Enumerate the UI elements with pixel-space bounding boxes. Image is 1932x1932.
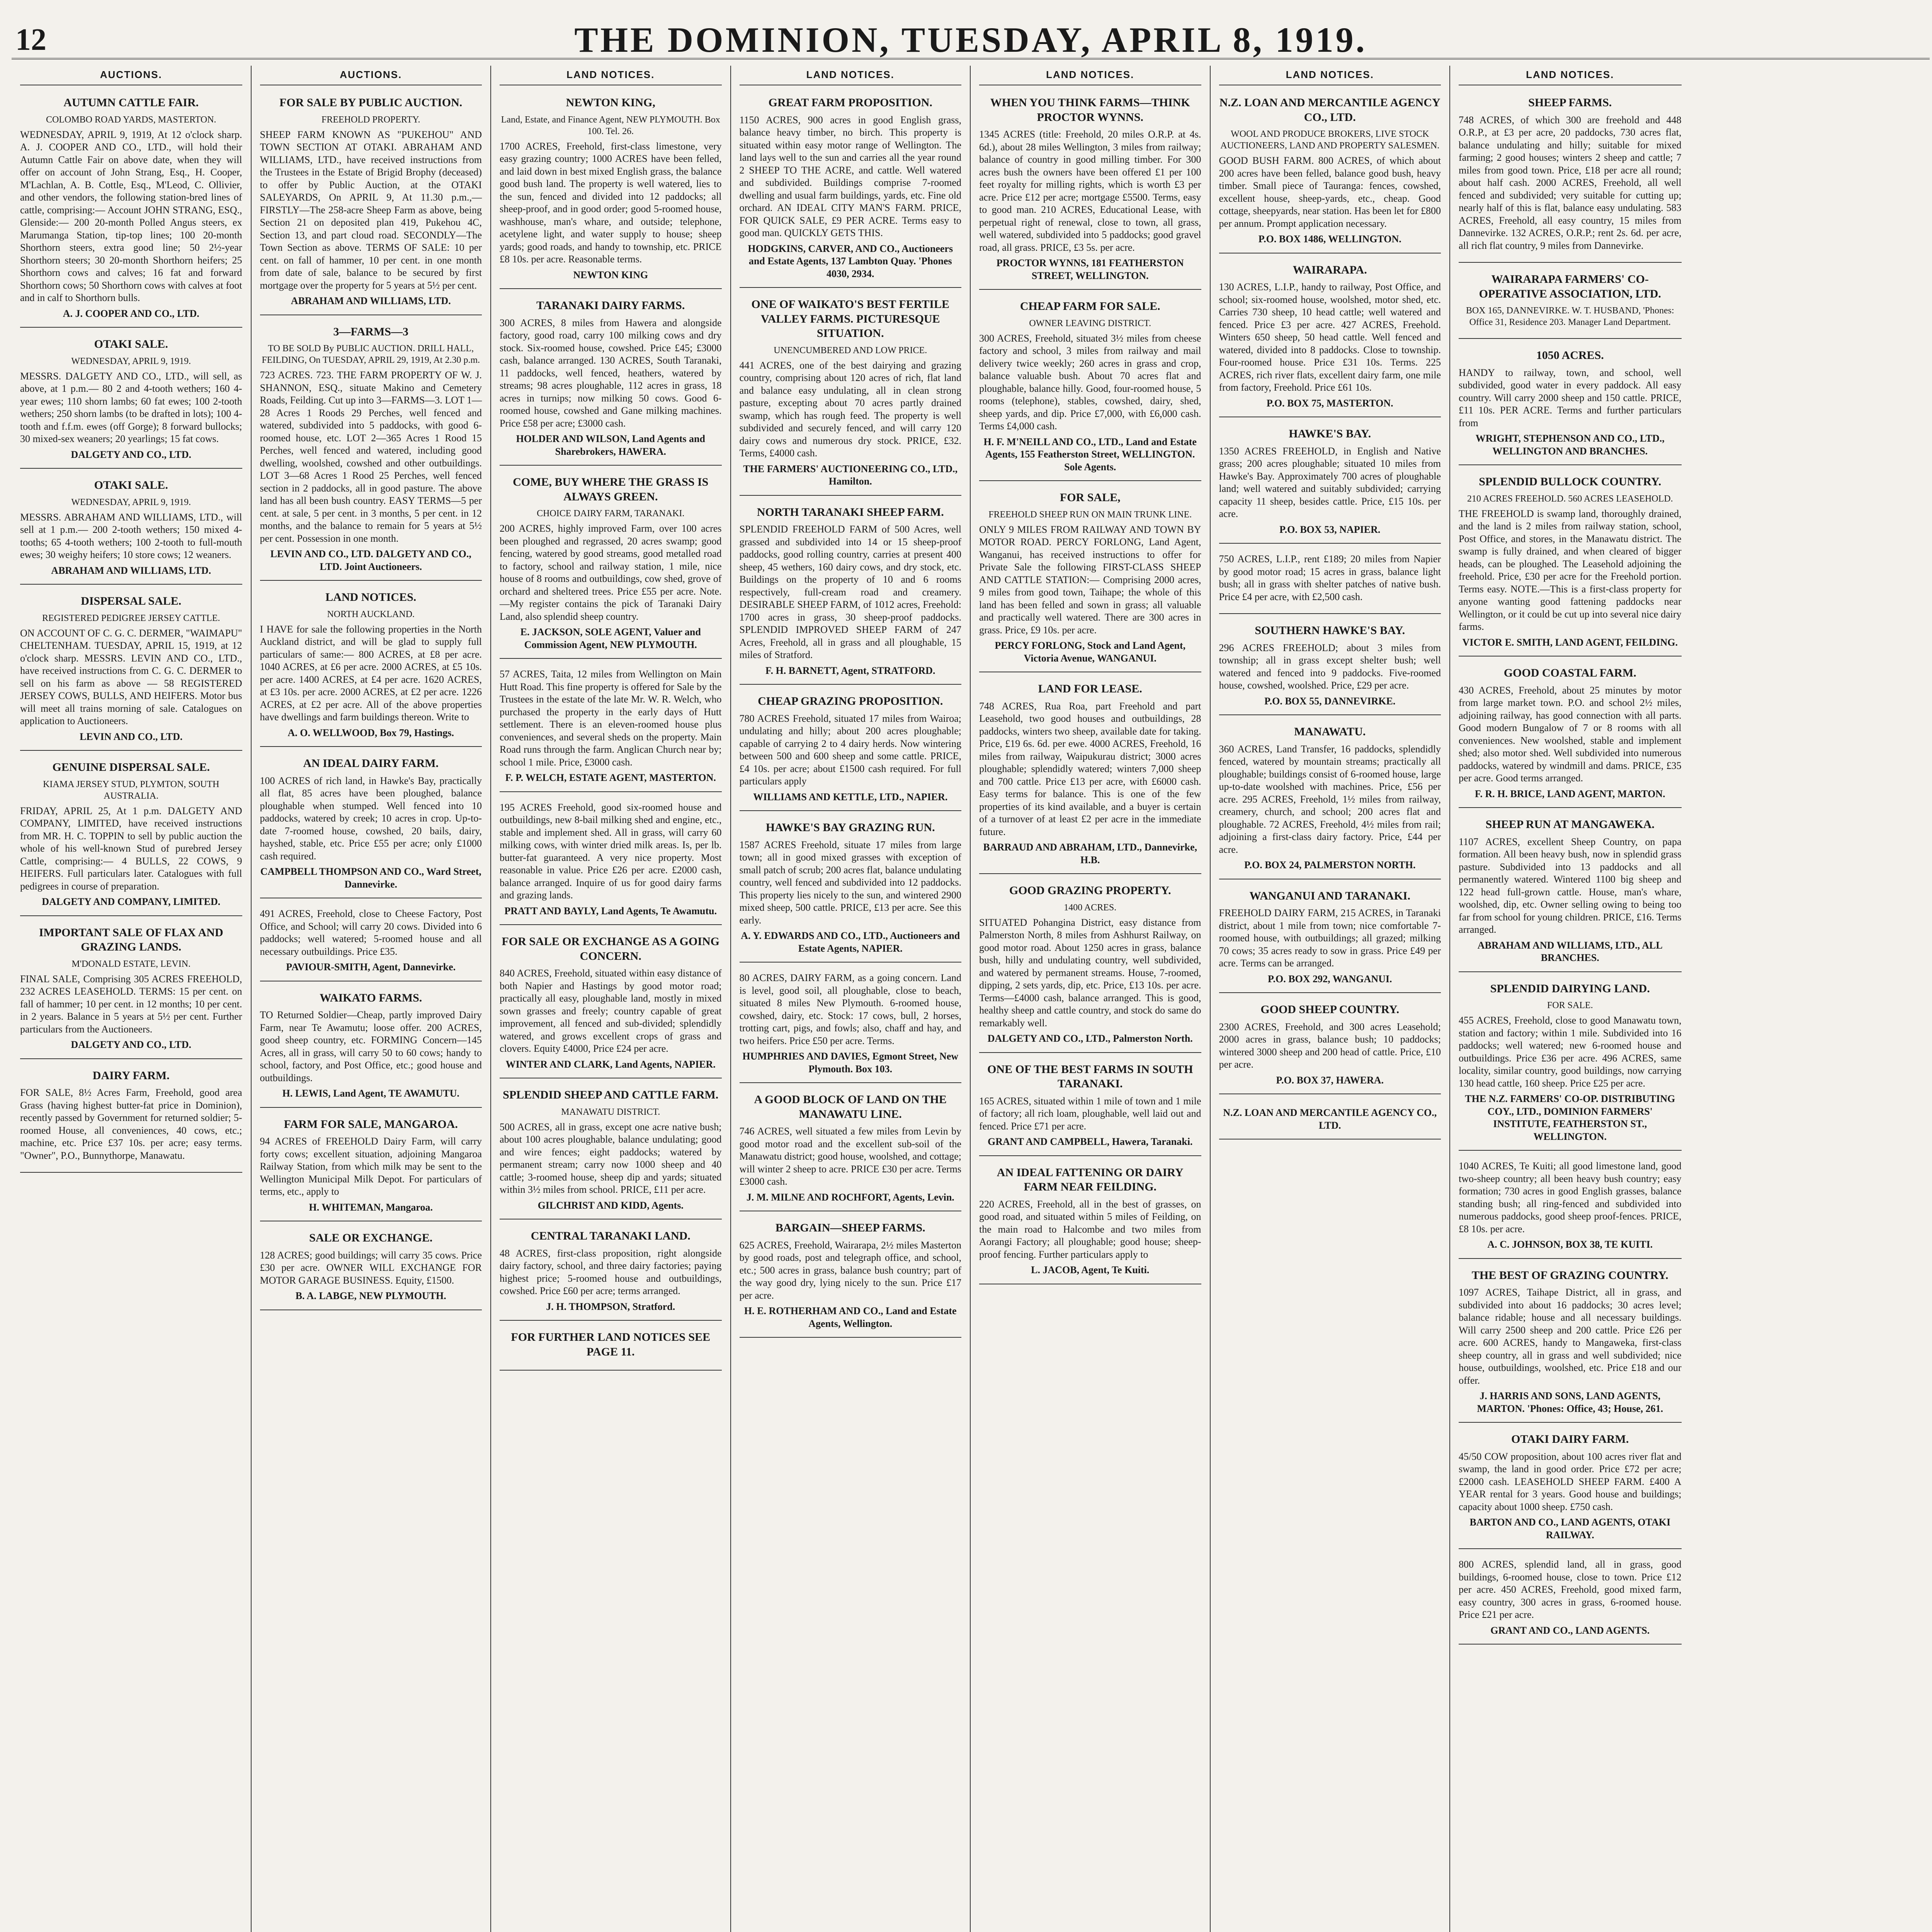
column-5: [971, 66, 1211, 1932]
ad-signature: B. A. LABGE, NEW PLYMOUTH.: [295, 1290, 446, 1301]
ad-signature: BARTON AND CO., LAND AGENTS, OTAKI RAILWAY.: [1469, 1517, 1671, 1541]
ad-subtitle: NORTH AUCKLAND.: [327, 609, 415, 619]
ad-subtitle: BOX 165, DANNEVIRKE. W. T. HUSBAND, 'Phones: Office 31, Residence 203. Manager Land Department.: [1466, 306, 1674, 327]
advertisement: [1459, 469, 1682, 656]
advertisement: [1459, 1553, 1682, 1645]
ad-title: BARGAIN—SHEEP FARMS.: [775, 1221, 925, 1234]
advertisement: [20, 90, 242, 328]
ad-title: SPLENDID SHEEP AND CATTLE FARM.: [503, 1088, 719, 1101]
ad-body: GOOD BUSH FARM. 800 ACRES, of which about 200 acres have been felled, balance good bush, heavy timber. Small piece of Tauranga: fences, cowshed, excellent house, sheep-yards, etc., cheap. Good cottage, sheepyards, near station. Has been let for £800 per annum. Prompt application necessary.: [1219, 155, 1441, 229]
ad-signature: BARRAUD AND ABRAHAM, LTD., Dannevirke, H.B.: [983, 842, 1197, 866]
ad-signature: A. Y. EDWARDS AND CO., LTD., Auctioneers and Estate Agents, NAPIER.: [741, 930, 960, 954]
columns-container: [12, 66, 1930, 1932]
ad-signature: F. P. WELCH, ESTATE AGENT, MASTERTON.: [505, 772, 716, 783]
ad-signature: J. HARRIS AND SONS, LAND AGENTS, MARTON. 'Phones: Office, 43; House, 261.: [1477, 1390, 1663, 1414]
ad-body: 491 ACRES, Freehold, close to Cheese Factory, Post Office, and School; will carry 20 cows. Divided into 6 paddocks; well watered; 5-roomed house and all necessary outbuildings. Price £35.: [260, 908, 482, 957]
ad-body: 130 ACRES, L.I.P., handy to railway, Post Office, and school; six-roomed house, woolshed, motor shed, etc. Carries 730 sheep, 10 head cattle; well watered and fenced. Price £3 per acre. 427 ACRES, Freehold. Winters 650 sheep, 50 head cattle. Well fenced and watered, divided into 8 paddocks. Close to township. Four-roomed house. Price £31 10s. Terms. 225 ACRES, rich river flats, excellent dairy farm, one mile from factory, Freehold. Price £61 10s.: [1219, 281, 1441, 393]
ad-signature: L. JACOB, Agent, Te Kuiti.: [1031, 1264, 1150, 1276]
ad-signature: H. LEWIS, Land Agent, TE AWAMUTU.: [282, 1088, 459, 1099]
advertisement: [1219, 1098, 1441, 1139]
ad-title: TARANAKI DAIRY FARMS.: [536, 299, 685, 312]
advertisement: [1459, 1263, 1682, 1423]
ad-title: FARM FOR SALE, MANGAROA.: [284, 1117, 458, 1131]
ad-body: 1150 ACRES, 900 acres in good English grass, balance heavy timber, no birch. This property is situated within easy motor range of Wellington. The land lays well to the sun and carries all the year round 2 SHEEP TO THE ACRE, and cattle. Well watered and subdivided. Buildings comprise 7-roomed dwelling and usual farm buildings, yards, etc. Fine old orchard. AN IDEAL CITY MAN'S FARM. PRICE, FOR QUICK SALE, £9 PER ACRE. Terms easy to good man. QUICKLY GETS THIS.: [739, 114, 961, 238]
ad-title: WAIKATO FARMS.: [320, 991, 422, 1004]
ad-title: SALE OR EXCHANGE.: [309, 1231, 433, 1244]
advertisement: [20, 1063, 242, 1173]
ad-title: A GOOD BLOCK OF LAND ON THE MANAWATU LINE.: [754, 1093, 947, 1121]
advertisement: [1219, 90, 1441, 253]
ad-subtitle: OWNER LEAVING DISTRICT.: [1029, 318, 1151, 328]
ad-body: 840 ACRES, Freehold, situated within easy distance of both Napier and Hastings by good motor road; practically all easy, ploughable land, mostly in mixed sown grasses and freely; country capable of great improvement, all fenced and sub-divided; splendidly watered, and grows excellent crops of grass and clovers. Equity £4000, Price £24 per acre.: [500, 968, 722, 1054]
advertisement: [1219, 618, 1441, 715]
ad-title: GENUINE DISPERSAL SALE.: [52, 761, 210, 774]
advertisement: [979, 1057, 1201, 1156]
advertisement: [740, 90, 962, 288]
ad-title: SHEEP FARMS.: [1528, 96, 1612, 109]
advertisement: [500, 929, 722, 1078]
advertisement: [740, 1215, 962, 1338]
ad-signature: F. H. BARNETT, Agent, STRATFORD.: [765, 665, 935, 676]
ad-body: 800 ACRES, splendid land, all in grass, good buildings, 6-roomed house, close to town. Price £12 per acre. 450 ACRES, Freehold, good mixed farm, easy country, 300 acres in grass, 6-roomed house. Price £21 per acre.: [1459, 1559, 1682, 1620]
ad-body: 220 ACRES, Freehold, all in the best of grasses, on good road, and situated within 5 miles of Feilding, on the main road to Halcombe and two miles from Aorangi Factory; all ploughable; good house; sheep-proof fencing. Further particulars apply to: [979, 1198, 1201, 1260]
ad-subtitle: 210 ACRES FREEHOLD. 560 ACRES LEASEHOLD.: [1467, 493, 1673, 504]
ad-signature: ABRAHAM AND WILLIAMS, LTD.: [51, 565, 211, 576]
ad-body: 45/50 COW proposition, about 100 acres river flat and swamp, the land in good order. Price £72 per acre; £2000 cash. LEASEHOLD SHEEP FARM. £400 A YEAR rental for 3 years. Good house and buildings; capacity about 1000 sheep. £750 cash.: [1459, 1451, 1682, 1512]
advertisement: [1459, 1427, 1682, 1549]
ad-subtitle: 1400 ACRES.: [1064, 902, 1117, 913]
ad-signature: ABRAHAM AND WILLIAMS, LTD.: [291, 295, 451, 306]
ad-signature: THE N.Z. FARMERS' CO-OP. DISTRIBUTING COY., LTD., DOMINION FARMERS' INSTITUTE, FEATHERSTON ST., WELLINGTON.: [1465, 1093, 1675, 1142]
ad-title: OTAKI SALE.: [94, 479, 168, 492]
ad-signature: WILLIAMS AND KETTLE, LTD., NAPIER.: [753, 791, 948, 803]
ad-signature: J. H. THOMPSON, Stratford.: [546, 1301, 675, 1312]
ad-signature: H. WHITEMAN, Mangaroa.: [309, 1201, 433, 1213]
advertisement: [979, 485, 1201, 672]
advertisement: [500, 1325, 722, 1371]
ad-title: WHEN YOU THINK FARMS—THINK PROCTOR WYNNS.: [990, 96, 1190, 124]
ad-title: OTAKI DAIRY FARM.: [1511, 1433, 1629, 1446]
ad-signature: P.O. BOX 37, HAWERA.: [1276, 1074, 1384, 1086]
ad-title: NORTH TARANAKI SHEEP FARM.: [757, 505, 944, 519]
ad-body: 296 ACRES FREEHOLD; about 3 miles from township; all in grass except shelter bush; well watered and fenced into 9 paddocks. Five-roomed house, cowshed, woolshed. Price, £29 per acre.: [1219, 642, 1441, 691]
advertisement: [1459, 812, 1682, 972]
column-header: LAND NOTICES.: [1219, 66, 1441, 85]
advertisement: [740, 966, 962, 1083]
ad-body: 165 ACRES, situated within 1 mile of town and 1 mile of factory; all rich loam, ploughable, well laid out and fenced. Price £71 per acre.: [979, 1095, 1201, 1132]
advertisement: [260, 751, 482, 898]
ad-title: OTAKI SALE.: [94, 338, 168, 350]
ad-body: FINAL SALE, Comprising 305 ACRES FREEHOLD, 232 ACRES LEASEHOLD. TERMS: 15 per cent. on fall of hammer; 10 per cent. in 12 months; 10 per cent. in 2 years. Balance in 5 years at 5½ per cent. Further particulars from the Auctioneers.: [20, 973, 242, 1035]
ad-signature: A. C. JOHNSON, BOX 38, TE KUITI.: [1487, 1239, 1653, 1250]
advertisement: [979, 1160, 1201, 1284]
ad-signature: HUMPHRIES AND DAVIES, Egmont Street, New Plymouth. Box 103.: [742, 1051, 959, 1075]
ad-body: ONLY 9 MILES FROM RAILWAY AND TOWN BY MOTOR ROAD. PERCY FORLONG, Land Agent, Wanganui, has received instructions to offer for Private Sale the following FIRST-CLASS SHEEP AND CATTLE STATION:— Comprising 2000 acres, 9 miles from good town, Taihape; the whole of this land has been felled and sown in grass; all valuable and practically well watered. There are 300 acres in grass. Price, £9 10s. per acre.: [979, 524, 1201, 636]
ad-subtitle: TO BE SOLD By PUBLIC AUCTION. DRILL HALL, FEILDING, On TUESDAY, APRIL 29, 1919, At 2.30 p.m.: [262, 344, 480, 365]
ad-title: CENTRAL TARANAKI LAND.: [531, 1230, 690, 1242]
ad-title: LAND NOTICES.: [325, 591, 417, 604]
advertisement: [260, 1112, 482, 1222]
ad-body: I HAVE for sale the following properties in the North Auckland district, and will be glad to supply full particulars of same:— 800 ACRES, at £8 per acre. 1040 ACRES, at £6 per acre. 2000 ACRES, at £5 10s. per acre. 1400 ACRES, at £4 per acre. 1620 ACRES, at £3 10s. per acre. 2000 ACRES, at £2 per acre. 1226 ACRES, at £2 per acre. All of the above properties have dwellings and farm buildings thereon. Write to: [260, 623, 482, 723]
ad-body: 1040 ACRES, Te Kuiti; all good limestone land, good two-sheep country; all been heavy bush country; easy formation; 730 acres in good English grasses, balance standing bush; all ring-fenced and subdivided into numerous paddocks, good sheep proof-fences. PRICE, £8 10s. per acre.: [1459, 1160, 1682, 1235]
ad-body: 748 ACRES, of which 300 are freehold and 448 O.R.P., at £3 per acre, 20 paddocks, 730 acres flat, balance undulating and hilly; suitable for mixed farming; 2 good houses; winters 2 sheep and cattle; 7 miles from good town. Price, £18 per acre all round; about half cash. 2000 ACRES, Freehold, all well fenced and subdivided; very suitable for cutting up; nearly half of this is flat, balance easy undulating. 583 ACRES, Freehold, all easy country, 15 miles from Dannevirke. 132 ACRES, O.R.P.; rent 2s. 6d. per acre, all rich flat country, 9 miles from Dannevirke.: [1459, 114, 1682, 251]
advertisement: [1459, 90, 1682, 263]
advertisement: [1219, 421, 1441, 544]
ad-signature: DALGETY AND CO., LTD.: [71, 1039, 192, 1050]
ad-signature: P.O. BOX 292, WANGANUI.: [1268, 973, 1392, 985]
ad-title: DAIRY FARM.: [92, 1069, 170, 1082]
ad-body: 455 ACRES, Freehold, close to good Manawatu town, station and factory; within 1 mile. Subdivided into 16 paddocks; well watered; new 6-roomed house and outbuildings. Price £36 per acre. 496 ACRES, same locality, similar country, good buildings, now carrying 130 head cattle, 160 sheep. Price £25 per acre.: [1459, 1015, 1682, 1089]
ad-signature: A. O. WELLWOOD, Box 79, Hastings.: [287, 727, 454, 738]
ad-title: IMPORTANT SALE OF FLAX AND GRAZING LANDS.: [39, 926, 223, 953]
ad-signature: GILCHRIST AND KIDD, Agents.: [537, 1199, 684, 1211]
ad-subtitle: KIAMA JERSEY STUD, PLYMTON, SOUTH AUSTRALIA.: [43, 779, 219, 801]
column-header: LAND NOTICES.: [979, 66, 1201, 85]
ad-title: WAIRARAPA.: [1293, 263, 1367, 276]
ad-subtitle: Land, Estate, and Finance Agent, NEW PLYMOUTH. Box 100. Tel. 26.: [501, 114, 720, 136]
ad-signature: P.O. BOX 24, PALMERSTON NORTH.: [1244, 859, 1416, 871]
ad-signature: P.O. BOX 53, NAPIER.: [1279, 524, 1381, 535]
ad-subtitle: FOR SALE.: [1547, 1000, 1593, 1010]
ad-body: 1700 ACRES, Freehold, first-class limestone, very easy grazing country; 1000 ACRES have been felled, and laid down in best mixed English grass, the balance good bush land. The property is well watered, lies to the sun, fenced and divided into 12 paddocks; all sheep-proof, and in good order; good 5-roomed house, washhouse, man's whare, and outside; telephone, acetylene light, and water supply to house; sheep yards; good roads, and handy to township, etc. PRICE £8 10s. per acre. Reasonable terms.: [500, 140, 722, 265]
ad-title: SPLENDID DAIRYING LAND.: [1490, 982, 1650, 995]
ad-signature: LEVIN AND CO., LTD. DALGETY AND CO., LTD. Joint Auctioneers.: [270, 548, 471, 572]
ad-title: CHEAP FARM FOR SALE.: [1020, 300, 1160, 313]
advertisement: [979, 90, 1201, 290]
ad-title: FOR FURTHER LAND NOTICES SEE PAGE 11.: [511, 1331, 711, 1358]
ad-signature: P.O. BOX 55, DANNEVIRKE.: [1264, 695, 1396, 707]
ad-body: SPLENDID FREEHOLD FARM of 500 Acres, well grassed and subdivided into 14 or 15 sheep-proof paddocks, good rolling country, carries at present 400 sheep, 45 wethers, 160 dairy cows, and dry stock, etc. Buildings on the property of 10 and 6 rooms respectively, full-cream road and creamery. DESIRABLE SHEEP FARM, of 1012 acres, Freehold: 1700 acres in grass, 30 sheep-proof paddocks. SPLENDID IMPROVED SHEEP FARM of 247 Acres, Freehold, all in grass and all ploughable, 15 miles of Stratford.: [739, 524, 961, 660]
ad-body: 750 ACRES, L.I.P., rent £189; 20 miles from Napier by good motor road; 15 acres in grass, balance light bush; all in grass with shelter patches of native bush. Price £4 per acre, with £2,500 cash.: [1219, 553, 1441, 602]
ad-body: FREEHOLD DAIRY FARM, 215 ACRES, in Taranaki district, about 1 mile from town; nice comfortable 7-roomed house, with outbuildings; all grazed; milking 70 cows; 35 acres ready to sow in grass. Price £49 per acre. Terms can be arranged.: [1219, 907, 1441, 969]
column-3: [491, 66, 731, 1932]
ad-subtitle: WEDNESDAY, APRIL 9, 1919.: [71, 356, 191, 366]
ad-signature: PAVIOUR-SMITH, Agent, Dannevirke.: [286, 961, 456, 973]
ad-title: SHEEP RUN AT MANGAWEKA.: [1485, 818, 1655, 831]
ad-title: 1050 ACRES.: [1536, 349, 1604, 362]
ad-signature: J. M. MILNE AND ROCHFORT, Agents, Levin.: [746, 1191, 954, 1203]
ad-body: 360 ACRES, Land Transfer, 16 paddocks, splendidly fenced, watered by mountain streams; practically all ploughable; buildings consist of 6-roomed house, large up-to-date woolshed with machines. Price, £56 per acre. 295 ACRES, Freehold, 1½ miles from railway, creamery, church, and school; 200 acres flat and ploughable. 72 ACRES, Freehold, 4½ miles from rail; adjoining a first-class dairy factory. Price, £44 per acre.: [1219, 743, 1441, 855]
ad-body: 94 ACRES of FREEHOLD Dairy Farm, will carry forty cows; excellent situation, adjoining Mangaroa Railway Station, from which milk may be sent to the Wellington Municipal Milk Depot. For particulars of terms, etc., apply to: [260, 1136, 482, 1197]
ad-body: 80 ACRES, DAIRY FARM, as a going concern. Land is level, good soil, all ploughable, close to beach, situated 8 miles New Plymouth. 6-roomed house, cowshed, dairy, etc. Stock: 17 cows, bull, 2 horses, trotting cart, pigs, and fowls; also, chaff and hay, and two heifers. Price £50 per acre. Terms.: [739, 972, 961, 1046]
ad-signature: DALGETY AND CO., LTD., Palmerston North.: [987, 1033, 1193, 1044]
advertisement: [20, 755, 242, 916]
advertisement: [1459, 660, 1682, 808]
ad-signature: N.Z. LOAN AND MERCANTILE AGENCY CO., LTD.: [1223, 1107, 1437, 1131]
advertisement: [979, 878, 1201, 1053]
column-2: [252, 66, 492, 1932]
ad-title: CHEAP GRAZING PROPOSITION.: [758, 695, 943, 707]
advertisement: [260, 585, 482, 747]
ad-signature: WRIGHT, STEPHENSON AND CO., LTD., WELLINGTON AND BRANCHES.: [1475, 433, 1665, 457]
ad-subtitle: FREEHOLD PROPERTY.: [321, 114, 420, 125]
ad-body: 300 ACRES, 8 miles from Hawera and alongside factory, good road, carry 100 milking cows and dry stock. Six-roomed house, cowshed. Price £45; £3000 cash, balance arranged. 130 ACRES, South Taranaki, 11 paddocks, well fenced, heathers, watered by streams; 98 acres ploughable, 112 acres in grass, 18 acres in turnips; now milking 50 cows. Good 6-roomed house, cowshed and Gane milking machines. Price £58 per acre; £3000 cash.: [500, 317, 722, 429]
ad-title: SOUTHERN HAWKE'S BAY.: [1255, 624, 1405, 637]
ad-body: 746 ACRES, well situated a few miles from Levin by good motor road and the excellent sub-soil of the Manawatu district; good house, woolshed, and cottage; will winter 2 sheep to acre. PRICE £30 per acre. Terms £3000 cash.: [739, 1126, 961, 1187]
ad-title: FOR SALE,: [1060, 491, 1121, 504]
ad-body: 300 ACRES, Freehold, situated 3½ miles from cheese factory and school, 3 miles from railway and mail delivery twice weekly; 260 acres in grass and crop, balance valuable bush. About 70 acres flat and ploughable, balance hilly. Good, four-roomed house, 5 rooms (telephone), stables, cowshed, dairy, shed, sheep yards, and dip. Price £7,000, with £6,000 cash. Terms £4,000 cash.: [979, 332, 1201, 432]
ad-body: TO Returned Soldier—Cheap, partly improved Dairy Farm, near Te Awamutu; loose offer. 200 ACRES, good sheep country, etc. FORMING Concern—145 Acres, all in grass, will carry 50 to 60 cows; handy to school, factory, and Post Office, etc.; good house and outbuildings.: [260, 1009, 482, 1083]
ad-signature: DALGETY AND COMPANY, LIMITED.: [42, 896, 221, 907]
advertisement: [500, 796, 722, 925]
ad-title: N.Z. LOAN AND MERCANTILE AGENCY CO., LTD.: [1219, 96, 1440, 124]
advertisement: [500, 1223, 722, 1321]
advertisement: [1459, 1155, 1682, 1259]
column-header: AUCTIONS.: [20, 66, 242, 85]
ad-title: FOR SALE BY PUBLIC AUCTION.: [279, 96, 463, 109]
ad-body: ON ACCOUNT OF C. G. C. DERMER, "WAIMAPU" CHELTENHAM. TUESDAY, APRIL 15, 1919, at 12 o'clock sharp. MESSRS. LEVIN AND CO., LTD., have received instructions from C. G. C. DERMER to sell on his farm as above — 58 REGISTERED JERSEY COWS, BULLS, AND HEIFERS. Motor bus will meet all trains morning of sale. Catalogues on application to Auctioneers.: [20, 627, 242, 726]
ad-body: 748 ACRES, Rua Roa, part Freehold and part Leasehold, two good houses and outbuildings, 28 paddocks, winters two sheep, available date for taking. Price, £19 6s. 6d. per ewe. 4000 ACRES, Freehold, 16 miles from railway, Waipukurau district; 3000 acres ploughable; splendidly watered; winters 7,000 sheep and 700 cattle. Price £13 per acre, with £6000 cash. Easy terms for balance. This is one of the few properties of its kind available, and a buyer is certain of a turnover of at least £2 per acre in the immediate future.: [979, 700, 1201, 837]
ad-body: 1107 ACRES, excellent Sheep Country, on papa formation. All been heavy bush, now in splendid grass pasture. Subdivided into 13 paddocks and all permanently watered. Wintered 1100 big sheep and 122 head full-grown cattle. House, man's whare, woolshed, dip, etc. Owner selling owing to being too far from school for young children. PRICE, £16. Terms arranged.: [1459, 836, 1682, 935]
advertisement: [20, 332, 242, 469]
ad-subtitle: COLOMBO ROAD YARDS, MASTERTON.: [46, 114, 216, 125]
ad-signature: H. E. ROTHERHAM AND CO., Land and Estate Agents, Wellington.: [744, 1305, 957, 1329]
ad-title: AN IDEAL DAIRY FARM.: [303, 757, 439, 770]
ad-title: MANAWATU.: [1294, 725, 1366, 738]
column-header: AUCTIONS.: [260, 66, 482, 85]
advertisement: [260, 319, 482, 581]
ad-signature: P.O. BOX 1486, WELLINGTON.: [1258, 233, 1401, 245]
ad-signature: HOLDER AND WILSON, Land Agents and Sharebrokers, HAWERA.: [516, 433, 705, 457]
ad-signature: GRANT AND CO., LAND AGENTS.: [1490, 1624, 1650, 1636]
ad-signature: PERCY FORLONG, Stock and Land Agent, Victoria Avenue, WANGANUI.: [995, 640, 1186, 664]
ad-title: NEWTON KING,: [566, 96, 655, 109]
advertisement: [500, 469, 722, 659]
ad-body: 48 ACRES, first-class proposition, right alongside dairy factory, school, and three dairy factories; paying highest price; 5-roomed house and outbuildings, cowshed. Price £60 per acre; terms arranged.: [500, 1247, 722, 1296]
ad-title: WANGANUI AND TARANAKI.: [1249, 889, 1410, 902]
ad-subtitle: UNENCUMBERED AND LOW PRICE.: [774, 345, 927, 355]
ad-subtitle: WEDNESDAY, APRIL 9, 1919.: [71, 497, 191, 507]
advertisement: [20, 920, 242, 1059]
advertisement: [500, 663, 722, 792]
ad-signature: P.O. BOX 75, MASTERTON.: [1266, 397, 1393, 409]
advertisement: [1459, 343, 1682, 465]
ad-body: THE FREEHOLD is swamp land, thoroughly drained, and the land is 2 miles from railway station, school, Post Office, and stores, in the Manawatu district. The swamp is fully drained, and when cleared of bigger heads, can be ploughed. The Leasehold adjoining the freehold. Price, £30 per acre for the Freehold portion. Terms easy. NOTE.—This is a first-class property for anyone wanting good fattening paddocks near Wellington, or it could be cut up into several nice dairy farms.: [1459, 508, 1682, 632]
ad-title: COME, BUY WHERE THE GRASS IS ALWAYS GREEN.: [513, 476, 709, 503]
ad-body: 1097 ACRES, Taihape District, all in grass, and subdivided into about 16 paddocks; 30 acres level; balance ridable; house and all necessary buildings. Will carry 2500 sheep and 200 cattle. Price £26 per acre. 600 ACRES, handy to Mangaweka, first-class sheep country, all in grass and well subdivided; nice house, outbuildings, woolshed, etc. Price £18 and our offer.: [1459, 1287, 1682, 1386]
advertisement: [1459, 976, 1682, 1151]
advertisement: [500, 293, 722, 466]
column-6: [1211, 66, 1451, 1932]
ad-title: AN IDEAL FATTENING OR DAIRY FARM NEAR FEILDING.: [997, 1166, 1184, 1193]
advertisement: [740, 815, 962, 963]
advertisement: [1459, 267, 1682, 339]
ad-title: ONE OF WAIKATO'S BEST FERTILE VALLEY FARMS. PICTURESQUE SITUATION.: [751, 298, 949, 340]
column-7: [1450, 66, 1690, 1932]
column-1: [12, 66, 252, 1932]
ad-signature: LEVIN AND CO., LTD.: [80, 731, 183, 742]
ad-body: 100 ACRES of rich land, in Hawke's Bay, practically all flat, 85 acres have been ploughed, balance ploughable when stumped. Well fenced into 10 paddocks, watered by creek; 10 acres in crop. Up-to-date 7-roomed house, cowshed, 20 bails, dairy, hayshed, stable, etc. Price £55 per acre; only £1000 cash required.: [260, 775, 482, 862]
advertisement: [740, 1087, 962, 1211]
ad-body: 430 ACRES, Freehold, about 25 minutes by motor from large market town. P.O. and school 2½ miles, adjoining railway, has good connection with all parts. Good modern Bungalow of 7 or 8 rooms with all conveniences. New woolshed, stable and implement shed; also motor shed. Well subdivided into numerous paddocks, watered by windmill and dams. PRICE, £35 per acre. Good terms arranged.: [1459, 684, 1682, 784]
ad-subtitle: WOOL AND PRODUCE BROKERS, LIVE STOCK AUCTIONEERS, LAND AND PROPERTY SALESMEN.: [1220, 129, 1440, 151]
ad-title: HAWKE'S BAY GRAZING RUN.: [765, 821, 935, 834]
ad-body: 57 ACRES, Taita, 12 miles from Wellington on Main Hutt Road. This fine property is offered for Sale by the Trustees in the estate of the late Mr. W. R. Welch, who purchased the property in the early days of Hutt settlement. There is an eleven-roomed house plus conveniences, and several sheds on the property. Main Road runs through the farm. Anglican Church near by; school 1 mile. Price, £3000 cash.: [500, 668, 722, 768]
ad-body: MESSRS. ABRAHAM AND WILLIAMS, LTD., will sell at 1 p.m.— 200 2-tooth wethers; 150 mixed 4-tooths; 65 4-tooth wethers; 100 2-tooth to full-mouth ewes; 30 weighy heifers; 10 store cows; 12 weaners.: [20, 511, 242, 560]
ad-signature: PROCTOR WYNNS, 181 FEATHERSTON STREET, WELLINGTON.: [996, 257, 1184, 281]
column-header: LAND NOTICES.: [1459, 66, 1682, 85]
page-number: 12: [15, 23, 46, 57]
ad-subtitle: M'DONALD ESTATE, LEVIN.: [71, 959, 191, 969]
ad-signature: PRATT AND BAYLY, Land Agents, Te Awamutu.: [504, 905, 717, 917]
ad-body: FRIDAY, APRIL 25, At 1 p.m. DALGETY AND COMPANY, LIMITED, have received instructions from MR. H. C. TOPPIN to sell by public auction the whole of his well-known Stud of purebred Jersey Cattle, comprising:— 4 BULLS, 22 COWS, 9 HEIFERS. Full particulars later. Catalogues with full pedigrees in course of preparation.: [20, 805, 242, 892]
ad-title: AUTUMN CATTLE FAIR.: [63, 96, 199, 109]
column-header: LAND NOTICES.: [500, 66, 722, 85]
column-4: [731, 66, 971, 1932]
ad-signature: WINTER AND CLARK, Land Agents, NAPIER.: [505, 1058, 716, 1070]
advertisement: [740, 500, 962, 685]
ad-signature: VICTOR E. SMITH, LAND AGENT, FEILDING.: [1462, 636, 1678, 648]
advertisement: [740, 689, 962, 811]
advertisement: [979, 294, 1201, 481]
column-header: LAND NOTICES.: [740, 66, 962, 85]
ad-title: GOOD SHEEP COUNTRY.: [1260, 1003, 1400, 1016]
advertisement: [1219, 883, 1441, 993]
ad-title: 3—FARMS—3: [333, 325, 408, 338]
ad-body: WEDNESDAY, APRIL 9, 1919, At 12 o'clock sharp. A. J. COOPER AND CO., LTD., will hold their Autumn Cattle Fair on above date, when they will offer on account of John Strang, Esq., H. Cooper, M'Lachlan, A. B. Cottle, Esq., M'Leod, C. Ollivier, and other vendors, the following station-bred lines of cattle, comprising:— Account JOHN STRANG, ESQ., Glenside:— 200 20-month Polled Angus steers, ex Marumanga Station, tip-top lines; 100 20-month Shorthorn steers, extra good line; 50 2½-year Shorthorn steers; 30 20-month Shorthorn heifers; 25 Shorthorn cows and calves; 16 fat and forward Shorthorn cows; 50 Shorthorn cows with calves at foot and in calf to Shorthorn bulls.: [20, 129, 242, 303]
ad-signature: HODGKINS, CARVER, AND CO., Auctioneers and Estate Agents, 137 Lambton Quay. 'Phones 4030, 2934.: [748, 243, 953, 279]
advertisement: [500, 90, 722, 289]
ad-body: 441 ACRES, one of the best dairying and grazing country, comprising about 120 acres of rich, flat land and balance easy undulating, all in clean strong pasture, excepting about 70 acres partly drained swamp, which has rough feed. The property is well subdivided and securely fenced, and will carry 120 dairy cows and numerous dry stock. PRICE, £32. Terms, £4000 cash.: [739, 359, 961, 459]
ad-subtitle: FREEHOLD SHEEP RUN ON MAIN TRUNK LINE.: [988, 509, 1192, 520]
ad-body: SITUATED Pohangina District, easy distance from Palmerston North, 8 miles from Ashhurst Railway, on good motor road. About 1250 acres in grass, balance bush, hilly and undulating country, well subdivided, and watered by permanent streams. House, 7-roomed, dipping, 2 sets yards, dip, etc. Price, £13 10s. per acre. Terms—£4000 cash, balance arranged. This is good, healthy sheep and cattle country, and stock do same do remarkably well.: [979, 917, 1201, 1029]
ad-body: SHEEP FARM KNOWN AS "PUKEHOU" AND TOWN SECTION AT OTAKI. ABRAHAM AND WILLIAMS, LTD., have received instructions from the Trustees in the Estate of Brigid Brophy (deceased) to offer by Public Auction, at the OTAKI SALEYARDS, On APRIL 9, At 11.30 p.m.,— FIRSTLY—The 258-acre Sheep Farm as above, being Section 21 on deposited plan 419, Pukehou 4C, Section 13, and part cloud road. SECONDLY—The Town Section as above. TERMS OF SALE: 10 per cent. on fall of hammer, 10 per cent. in one month from date of sale, balance to be secured by first mortgage over the property for 5 years at 5½ per cent.: [260, 129, 482, 291]
ad-body: FOR SALE, 8½ Acres Farm, Freehold, good area Grass (having highest butter-fat price in Dominion), recently passed by Government for returned soldier; 5-roomed House, all conveniences, 40 cows, etc.; machine, etc. Price £37 10s. per acre; easy terms. "Owner", P.O., Bunnythorpe, Manawatu.: [20, 1087, 242, 1161]
advertisement: [979, 676, 1201, 874]
advertisement: [20, 588, 242, 751]
advertisement: [260, 902, 482, 981]
ad-signature: ABRAHAM AND WILLIAMS, LTD., ALL BRANCHES.: [1477, 939, 1663, 963]
ad-body: 200 ACRES, highly improved Farm, over 100 acres been ploughed and regrassed, 20 acres swamp; good fencing, watered by good streams, good metalled road to factory, school and railway station, 1 mile, nice house of 8 rooms and outbuildings, cow shed, grove of orchard and sheltered trees. Price £55 per acre. Note.—My register contains the pick of Taranaki Dairy Land, also splendid sheep country.: [500, 523, 722, 622]
ad-body: 1345 ACRES (title: Freehold, 20 miles O.R.P. at 4s. 6d.), about 28 miles Wellington, 3 miles from railway; balance of country in good milling timber. For 300 acres bush the owners have been offered £1 per 100 feet royalty for milling rights, which is worth £3 per acre. Price £12 per acre; mortgage £5500. Terms, easy to good man. 210 ACRES, Educational Lease, with perpetual right of renewal, close to town, all grass, well watered, subdivided into 5 paddocks; good gravel road, all grass. PRICE, £3 5s. per acre.: [979, 129, 1201, 253]
ad-body: 195 ACRES Freehold, good six-roomed house and outbuildings, new 8-bail milking shed and engine, etc., stable and implement shed. All in grass, will carry 60 milking cows, with winter dried milk areas. Is, per lb. butter-fat guaranteed. A very nice property. Most reasonable in value. Price £26 per acre. £2000 cash, balance arranged. Inquire of us for good dairy farms and grazing lands.: [500, 801, 722, 901]
advertisement: [1219, 719, 1441, 879]
ad-title: FOR SALE OR EXCHANGE AS A GOING CONCERN.: [502, 935, 719, 963]
ad-body: 1350 ACRES FREEHOLD, in English and Native grass; 200 acres ploughable; situated 10 miles from Hawke's Bay. Approximately 700 acres of ploughable land; well watered and suitably subdivided; carrying capacity 11 sheep, besides cattle. Price, £15 10s. per acre.: [1219, 445, 1441, 519]
ad-title: LAND FOR LEASE.: [1038, 682, 1142, 695]
ad-title: ONE OF THE BEST FARMS IN SOUTH TARANAKI.: [987, 1063, 1193, 1090]
ad-signature: DALGETY AND CO., LTD.: [71, 449, 192, 460]
ad-signature: H. F. M'NEILL AND CO., LTD., Land and Estate Agents, 155 Featherston Street, WELLINGTON. Sole Agents.: [983, 436, 1197, 473]
ad-signature: A. J. COOPER AND CO., LTD.: [63, 308, 199, 319]
advertisement: [260, 985, 482, 1108]
ad-body: 780 ACRES Freehold, situated 17 miles from Wairoa; undulating and hilly; about 200 acres ploughable; capable of carrying 2 to 4 dairy herds. Now wintering between 500 and 600 sheep and some cattle. PRICE, £4 10s. per acre; about £1500 cash required. For full particulars apply: [739, 713, 961, 787]
ad-title: DISPERSAL SALE.: [81, 595, 182, 607]
ad-subtitle: CHOICE DAIRY FARM, TARANAKI.: [537, 509, 685, 519]
ad-title: HAWKE'S BAY.: [1289, 427, 1371, 440]
advertisement: [20, 473, 242, 585]
ad-title: THE BEST OF GRAZING COUNTRY.: [1471, 1269, 1668, 1282]
ad-title: WAIRARAPA FARMERS' CO-OPERATIVE ASSOCIATION, LTD.: [1479, 273, 1661, 300]
advertisement: [260, 90, 482, 315]
ad-signature: CAMPBELL THOMPSON AND CO., Ward Street, Dannevirke.: [260, 866, 481, 890]
ad-body: 2300 ACRES, Freehold, and 300 acres Leasehold; 2000 acres in grass, balance bush; 10 paddocks; wintered 3000 sheep and 200 head of cattle. Price, £10 per acre.: [1219, 1021, 1441, 1070]
advertisement: [500, 1082, 722, 1219]
ad-title: GOOD GRAZING PROPERTY.: [1009, 884, 1171, 897]
ad-body: 1587 ACRES Freehold, situate 17 miles from large town; all in good mixed grasses with exception of small patch of scrub; 200 acres flat, balance undulating country, well fenced and subdivided into 12 paddocks. This property lies nicely to the sun, and wintered 2900 mixed sheep, 500 cattle. PRICE, £13 per acre. See this early.: [739, 839, 961, 926]
ad-signature: NEWTON KING: [573, 269, 648, 281]
advertisement: [260, 1225, 482, 1310]
ad-signature: F. R. H. BRICE, LAND AGENT, MARTON.: [1475, 788, 1665, 799]
ad-body: 128 ACRES; good buildings; will carry 35 cows. Price £30 per acre. OWNER WILL EXCHANGE FOR MOTOR GARAGE BUSINESS. Equity, £1500.: [260, 1249, 482, 1286]
advertisement: [740, 292, 962, 496]
newspaper-title: THE DOMINION, TUESDAY, APRIL 8, 1919.: [574, 20, 1367, 60]
ad-signature: GRANT AND CAMPBELL, Hawera, Taranaki.: [988, 1136, 1193, 1147]
advertisement: [1219, 997, 1441, 1094]
ad-subtitle: REGISTERED PEDIGREE JERSEY CATTLE.: [42, 613, 220, 623]
masthead: [12, 15, 1930, 60]
ad-body: 723 ACRES. 723. THE FARM PROPERTY OF W. J. SHANNON, ESQ., situate Makino and Cemetery Roads, Feilding. Cut up into 3—FARMS—3. LOT 1—28 Acres 1 Roods 29 Perches, well fenced and watered, subdivided into 5 paddocks, with good 6-roomed house, etc. LOT 2—365 Acres 1 Rood 15 Perches, well fenced and watered, including good dwelling, woolshed, cowshed and other outbuildings. LOT 3—68 Acres 1 Rood 25 Perches, well fenced section in 2 paddocks, all in good pasture. The above land has all been bush country. EASY TERMS—5 per cent. at sale, 5 per cent. in 3 months, 5 per cent. in 12 months, and the balance to remain for 5 years at 5½ per cent. Possession in one month.: [260, 369, 482, 544]
ad-body: MESSRS. DALGETY AND CO., LTD., will sell, as above, at 1 p.m.— 80 2 and 4-tooth wethers; 160 4-year ewes; 110 shorn lambs; 60 fat ewes; 100 2-tooth wethers; 250 shorn lambs (to be drafted in lots); 100 4-tooth and f.f.m. ewes (off Gorge); 8 forward bullocks; 30 mixed-sex weaners; 20 yearlings; 15 fat cows.: [20, 370, 242, 444]
ad-signature: THE FARMERS' AUCTIONEERING CO., LTD., Hamilton.: [743, 463, 958, 487]
ad-signature: E. JACKSON, SOLE AGENT, Valuer and Commission Agent, NEW PLYMOUTH.: [520, 626, 701, 650]
ad-title: SPLENDID BULLOCK COUNTRY.: [1479, 475, 1662, 488]
ad-body: 500 ACRES, all in grass, except one acre native bush; about 100 acres ploughable, balance undulating; good and wire fences; eight paddocks; watered by permanent stream; carry now 1000 sheep and 40 cattle; 3-roomed house, sheep dip and yards; situated within 3½ miles from school. PRICE, £11 per acre.: [500, 1121, 722, 1195]
ad-title: GOOD COASTAL FARM.: [1503, 667, 1636, 679]
ad-title: GREAT FARM PROPOSITION.: [768, 96, 932, 109]
ad-body: HANDY to railway, town, and school, well subdivided, good water in every paddock. All easy country. Will carry 2000 sheep and 150 cattle. PRICE, £11 10s. PER ACRE. Terms and further particulars from: [1459, 367, 1682, 429]
ad-subtitle: MANAWATU DISTRICT.: [561, 1107, 660, 1117]
advertisement: [1219, 548, 1441, 614]
ad-body: 625 ACRES, Freehold, Wairarapa, 2½ miles Masterton by good roads, post and telegraph office, and school, etc.; 500 acres in grass, balance bush country; part of the way good dry, lying nicely to the sun. Price £17 per acre.: [739, 1239, 961, 1301]
advertisement: [1219, 257, 1441, 418]
